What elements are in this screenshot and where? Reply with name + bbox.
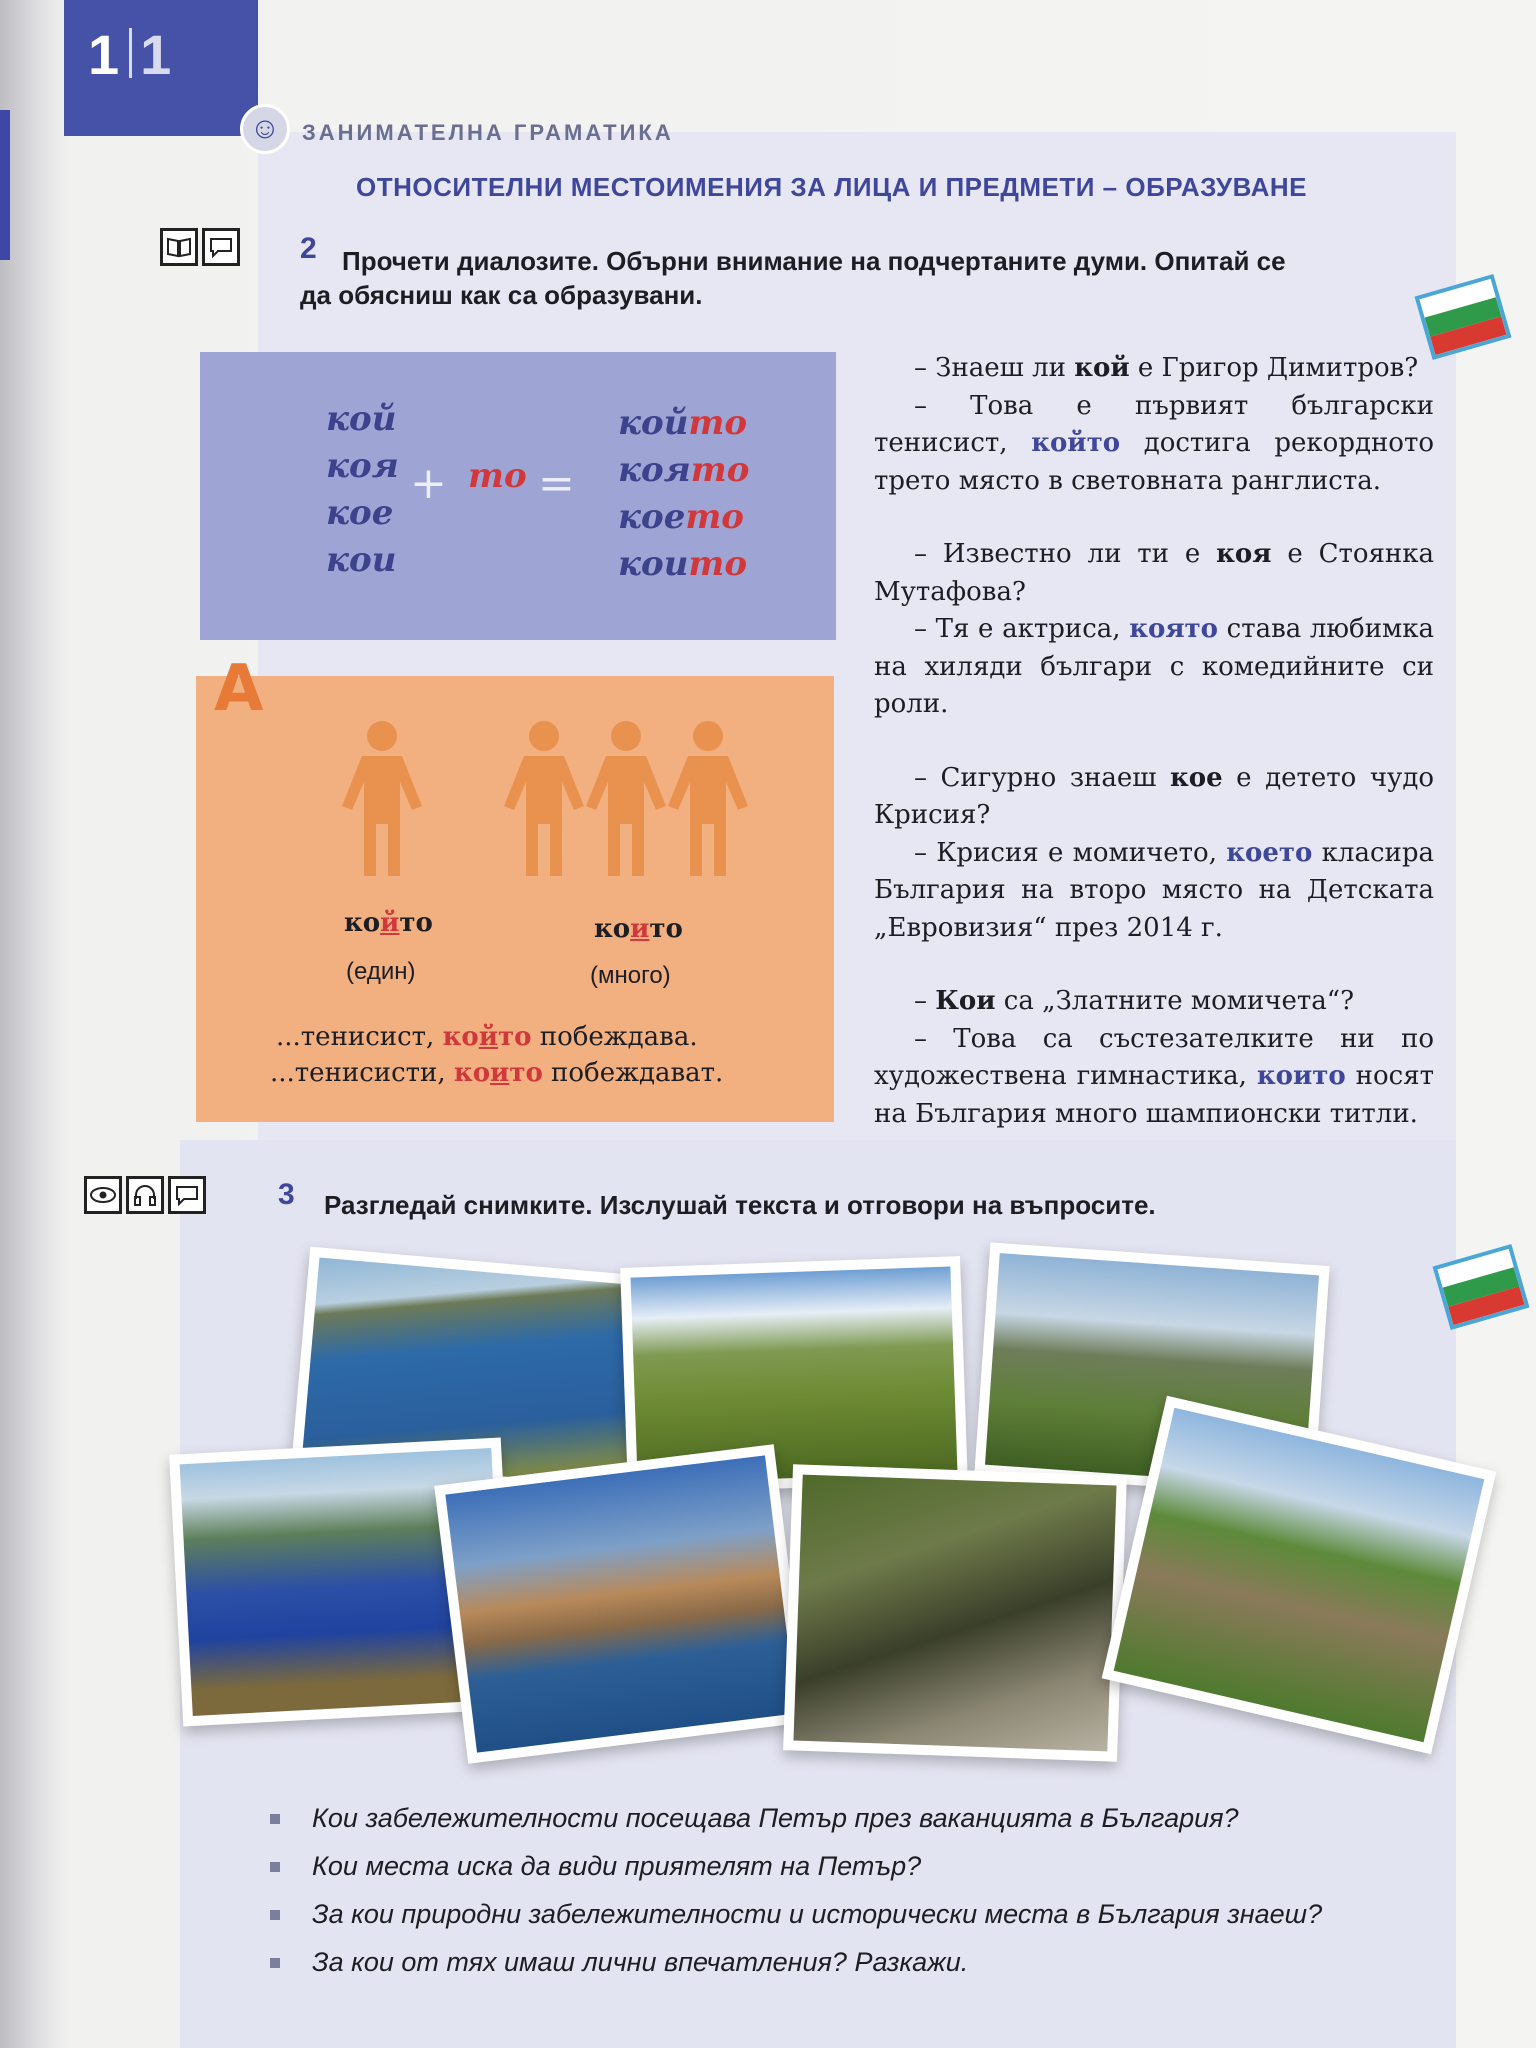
exercise-3-icons: [84, 1176, 210, 1214]
plural-pronoun-label: които: [594, 914, 683, 944]
plus-sign: +: [410, 458, 447, 509]
dialogue-text: [874, 350, 1434, 1133]
exercise-2-icons: [160, 228, 244, 266]
unit-number: [88, 22, 173, 87]
section-label: ЗАНИМАТЕЛНА ГРАМАТИКА: [302, 120, 674, 145]
speech-bubble-icon: [168, 1176, 206, 1214]
person-icon: [666, 720, 750, 880]
a-level-badge: A: [214, 652, 264, 726]
book-icon: [160, 228, 198, 266]
headphones-icon: [126, 1176, 164, 1214]
unit-number-b: 1: [140, 23, 174, 86]
singular-pronoun-label: който: [344, 908, 433, 938]
smiley-face-icon: ☺: [240, 104, 290, 154]
dialogue-line: – Знаеш ли кой е Григор Димитров?: [914, 353, 1419, 383]
photo-waterfall-cave: [783, 1464, 1127, 1761]
base-pronoun: кой: [326, 399, 397, 439]
base-pronoun: коя: [326, 446, 399, 486]
dialogue-line: – Това е първият български тенисист, който достига рекордното трето място в световната ранглиста.: [874, 390, 1435, 496]
unit-number-a: 1: [88, 23, 122, 86]
relative-pronoun: което: [618, 497, 744, 537]
base-pronoun-list: [326, 396, 399, 584]
exercise-2-number: 2: [300, 232, 317, 265]
question-item: Кои забележителности посещава Петър през ваканцията в България?: [270, 1794, 1322, 1842]
singular-plural-box: [196, 676, 834, 1122]
question-item: Кои места иска да види приятелят на Петър?: [270, 1842, 1322, 1890]
exercise-3-number: 3: [278, 1178, 295, 1211]
question-item: За кои природни забележителности и исторически места в България знаеш?: [270, 1890, 1322, 1938]
eye-icon: [84, 1176, 122, 1214]
unit-number-separator: [129, 28, 132, 78]
plural-note: (много): [590, 962, 671, 989]
base-pronoun: кои: [326, 540, 397, 580]
relative-pronoun: които: [618, 544, 748, 584]
previous-page-tab: [0, 110, 10, 260]
dialogue-line: – Това са състезателките ни по художествена гимнастика, които носят на България много шампионски титли.: [874, 1023, 1434, 1129]
dialogue-line: – Сигурно знаеш кое е детето чудо Крисия?: [874, 762, 1434, 830]
relative-pronoun-list: [618, 400, 749, 588]
example-sentence-singular: ...тенисист, който побеждава.: [276, 1022, 698, 1052]
questions-list: [270, 1794, 1322, 1986]
equals-sign: =: [538, 458, 575, 509]
relative-pronoun: който: [618, 403, 748, 443]
exercise-3-instruction: Разгледай снимките. Изслушай текста и отговори на въпросите.: [324, 1190, 1156, 1220]
dialogue-line: – Крисия е момичето, което класира България на второ място на Детската „Евровизия“ през 2014 г.: [874, 837, 1434, 943]
base-pronoun: кое: [326, 493, 394, 533]
suffix-to: то: [468, 456, 527, 496]
photo-seaside-town: [434, 1444, 808, 1764]
speech-bubble-icon: [202, 228, 240, 266]
question-item: За кои от тях имаш лични впечатления? Разкажи.: [270, 1938, 1322, 1986]
person-icon: [502, 720, 586, 880]
person-icon: [340, 720, 424, 880]
previous-page-edge: [0, 0, 58, 2048]
example-sentence-plural: ...тенисисти, които побеждават.: [270, 1058, 724, 1088]
dialogue-line: – Тя е актриса, която става любимка на хиляди българи с комедийните си роли.: [874, 614, 1434, 719]
dialogue-line: – Известно ли ти е коя е Стоянка Мутафова?: [874, 539, 1434, 607]
relative-pronoun: която: [618, 450, 750, 490]
exercise-2-instruction-line1: Прочети диалозите. Обърни внимание на подчертаните думи. Опитай се: [342, 246, 1286, 276]
dialogue-line: – Кои са „Златните момичета“?: [914, 986, 1355, 1016]
singular-note: (един): [346, 958, 416, 985]
formation-box: [200, 352, 836, 640]
person-icon: [584, 720, 668, 880]
section-title: ОТНОСИТЕЛНИ МЕСТОИМЕНИЯ ЗА ЛИЦА И ПРЕДМЕТИ – ОБРАЗУВАНЕ: [356, 172, 1307, 202]
exercise-2-instruction-line2: да обясниш как са образувани.: [300, 280, 703, 310]
